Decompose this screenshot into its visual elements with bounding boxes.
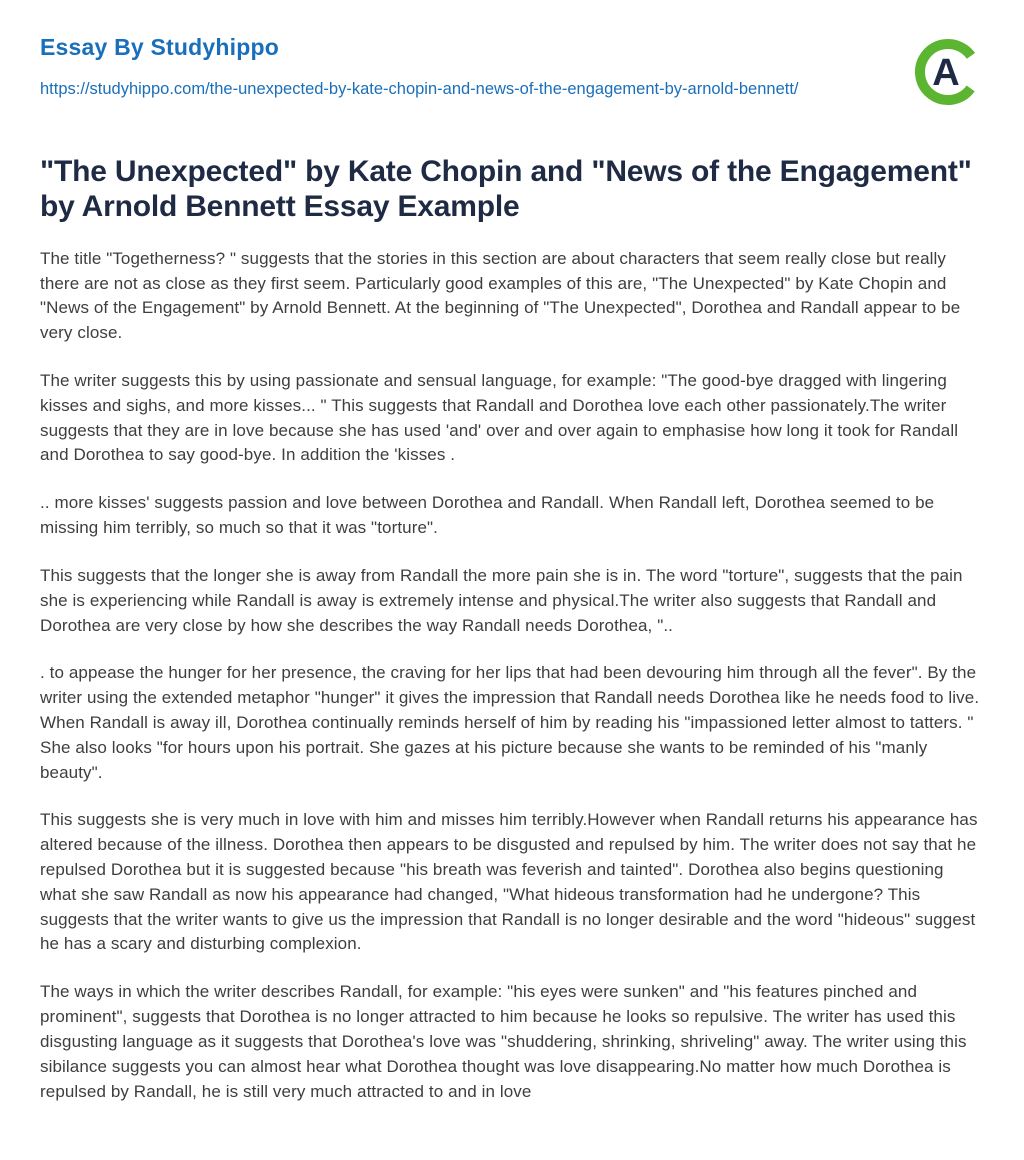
essay-paragraph: The title "Togetherness? " suggests that the stories in this section are about characters that seem really close but really there are not as close as they first seem. Particularly good examples of this are, "The Unexpected" by Kate Chopin and "News of the Engagement" by Arnold Bennett. At the beginning of "The Unexpected", Dorothea and Randall appear to be very close. xyxy=(40,248,961,343)
essay-paragraph: .. more kisses' suggests passion and love between Dorothea and Randall. When Randall left, Dorothea seemed to be missing him terribly, so much so that it was "torture". xyxy=(40,493,935,538)
header-text-block xyxy=(40,34,888,101)
article-body xyxy=(40,247,984,1105)
essay-paragraph: This suggests she is very much in love with him and misses him terribly.However when Randall returns his appearance has altered because of the illness. Dorothea then appears to be disgusted and repulsed by him. The writer does not say that he repulsed Dorothea but it is suggested because "his breath was feverish and tainted". Dorothea also begins questioning what she saw Randall as now his appearance had changed, "What hideous transformation had he undergone? This suggests that the writer wants to give us the impression that Randall is no longer desirable and the word "hideous" suggest he has a scary and disturbing complexion. xyxy=(40,810,978,954)
site-header xyxy=(0,0,1024,108)
source-url-link[interactable]: https://studyhippo.com/the-unexpected-by-kate-chopin-and-news-of-the-engagement-by-arnold-bennett/ xyxy=(40,79,799,98)
studyhippo-logo-icon xyxy=(912,36,984,108)
essay-paragraph: The ways in which the writer describes Randall, for example: "his eyes were sunken" and "his features pinched and prominent", suggests that Dorothea is no longer attracted to him because he looks so repulsive. The writer has used this disgusting language as it suggests that Dorothea's love was "shuddering, shrinking, shriveling" away. The writer using this sibilance suggests you can almost hear what Dorothea thought was love disappearing.No matter how much Dorothea is repulsed by Randall, he is still very much attracted to and in love xyxy=(40,982,967,1101)
essay-paragraph: This suggests that the longer she is away from Randall the more pain she is in. The word "torture", suggests that the pain she is experiencing while Randall is away is extremely intense and physical.The writer also suggests that Randall and Dorothea are very close by how she describes the way Randall needs Dorothea, ".. xyxy=(40,565,963,635)
logo-letter: A xyxy=(932,52,960,94)
essay-paragraph: . to appease the hunger for her presence, the craving for her lips that had been devouring him through all the fever". By the writer using the extended metaphor "hunger" it gives the impression that Randall needs Dorothea like he needs food to live. When Randall is away ill, Dorothea continually reminds herself of him by reading his "impassioned letter almost to tatters. " She also looks "for hours upon his portrait. She gazes at his picture because she wants to be reminded of his "manly beauty". xyxy=(40,663,980,782)
essay-paragraph: The writer suggests this by using passionate and sensual language, for example: "The good-bye dragged with lingering kisses and sighs, and more kisses... " This suggests that Randall and Dorothea love each other passionately.The writer suggests that they are in love because she has used 'and' over and over again to emphasise how long it took for Randall and Dorothea to say good-bye. In addition the 'kisses . xyxy=(40,371,959,465)
article xyxy=(0,154,1024,1160)
site-title: Essay By Studyhippo xyxy=(40,34,279,60)
article-title: "The Unexpected" by Kate Chopin and "News of the Engagement" by Arnold Bennett Essay Example xyxy=(40,155,972,224)
